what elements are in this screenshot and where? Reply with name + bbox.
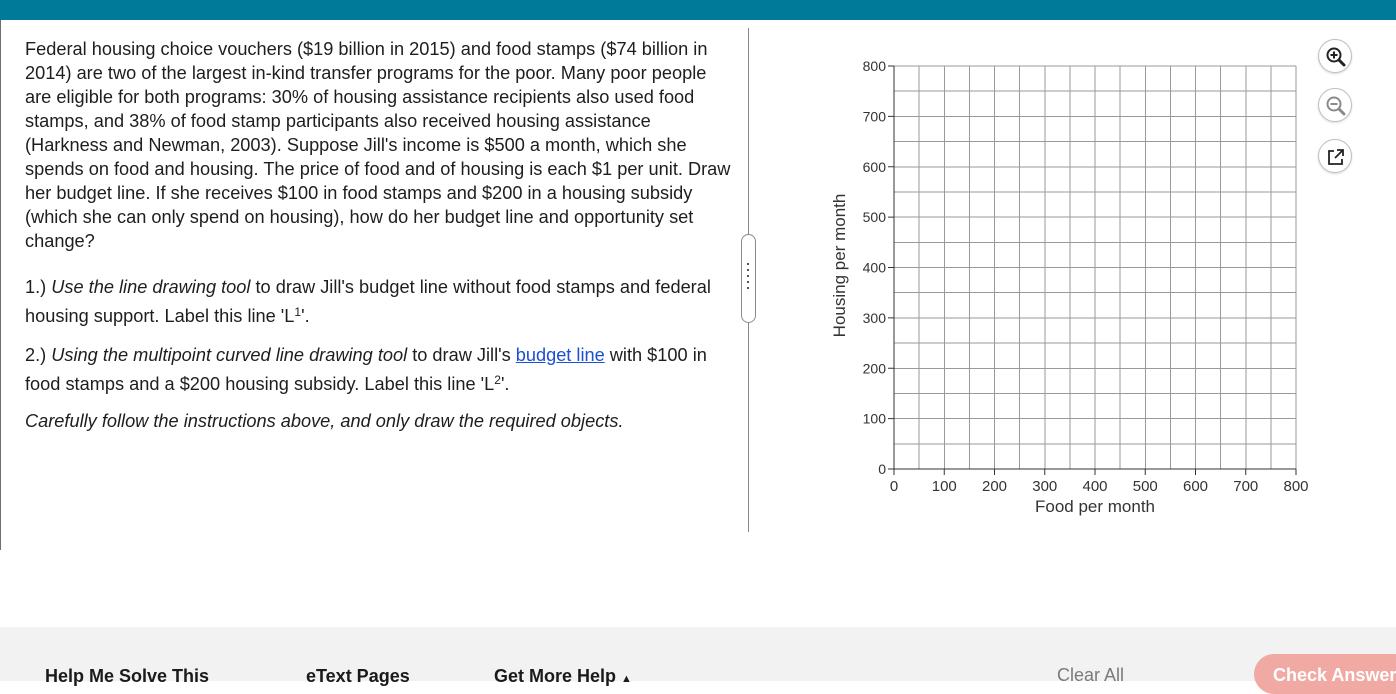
footer-bar — [0, 627, 1396, 681]
step-1-number: 1.) — [25, 277, 52, 297]
x-tick-label: 200 — [981, 478, 1008, 495]
step-1-text: to draw Jill's budget line without food stamps and federal housing support. Label this line 'L — [25, 277, 711, 326]
x-tick-label: 400 — [1082, 478, 1108, 495]
help-me-solve-link[interactable]: Help Me Solve This — [45, 666, 210, 686]
step-2-superscript: 2 — [494, 373, 501, 387]
step-1-tool: Use the line drawing tool — [51, 277, 251, 297]
zoom-out-icon — [1325, 95, 1347, 117]
popout-icon — [1325, 146, 1347, 168]
step-1-end: '. — [301, 306, 310, 326]
step-2-number: 2.) — [25, 345, 52, 365]
step-2-tool: Using the multipoint curved line drawing tool — [51, 345, 408, 365]
y-tick-label: 400 — [862, 259, 886, 276]
caret-up-icon: ▲ — [621, 673, 632, 685]
get-more-help-link[interactable] — [494, 666, 632, 687]
zoom-in-icon — [1325, 46, 1347, 68]
clear-all-button[interactable]: Clear All — [1057, 665, 1125, 685]
x-tick-label: 0 — [889, 478, 899, 495]
y-tick-label: 100 — [862, 410, 886, 427]
get-more-help-label: Get More Help — [494, 666, 617, 686]
y-axis-title: Housing per month — [830, 193, 849, 338]
x-tick-label: 600 — [1182, 478, 1209, 495]
x-tick-label: 100 — [931, 478, 957, 495]
step-2-rest: with $100 in food stamps and a $200 housing subsidy. Label this line 'L — [25, 345, 707, 394]
step-2-text: to draw Jill's — [407, 345, 516, 365]
step-1-superscript: 1 — [294, 305, 302, 319]
y-tick-label: 300 — [862, 309, 886, 326]
y-tick-label: 0 — [878, 461, 886, 477]
zoom-out-button[interactable] — [1318, 88, 1352, 122]
etext-pages-link[interactable]: eText Pages — [306, 666, 410, 686]
budget-line-link[interactable]: budget line — [515, 345, 605, 365]
zoom-in-button[interactable] — [1318, 39, 1352, 73]
y-tick-label: 200 — [862, 360, 886, 377]
y-tick-label: 700 — [862, 108, 886, 125]
y-tick-label: 600 — [862, 158, 886, 175]
x-tick-label: 700 — [1233, 478, 1259, 495]
step-2-end: '. — [500, 374, 510, 394]
x-tick-label: 800 — [1283, 478, 1309, 495]
y-tick-label: 800 — [862, 58, 886, 74]
popout-button[interactable] — [1318, 139, 1352, 173]
instructions-note: Carefully follow the instructions above, and only draw the required objects. — [25, 411, 624, 431]
question-intro: Federal housing choice vouchers ($19 billion in 2015) and food stamps ($74 billion in 2014) are two of the largest in-kind transfer programs for the poor. Many poor people are eligible for both programs: 30% of housing assistance recipients also used food stamps, and 38% of food stamp participants also received housing assistance (Harkness and Newman, 2003). Suppose Jill's income is $500 a month, which she spends on food and housing. The price of food and of housing is each $1 per unit. Draw her budget line. If she receives $100 in food stamps and $200 in a housing subsidy (which she can only spend on housing), how do her budget line and opportunity set change? — [25, 39, 731, 251]
y-tick-label: 500 — [862, 209, 886, 226]
x-tick-label: 500 — [1132, 478, 1158, 495]
check-answer-button[interactable]: Check Answer — [1254, 654, 1396, 694]
x-axis-title: Food per month — [1034, 497, 1156, 516]
x-tick-label: 300 — [1032, 478, 1058, 495]
